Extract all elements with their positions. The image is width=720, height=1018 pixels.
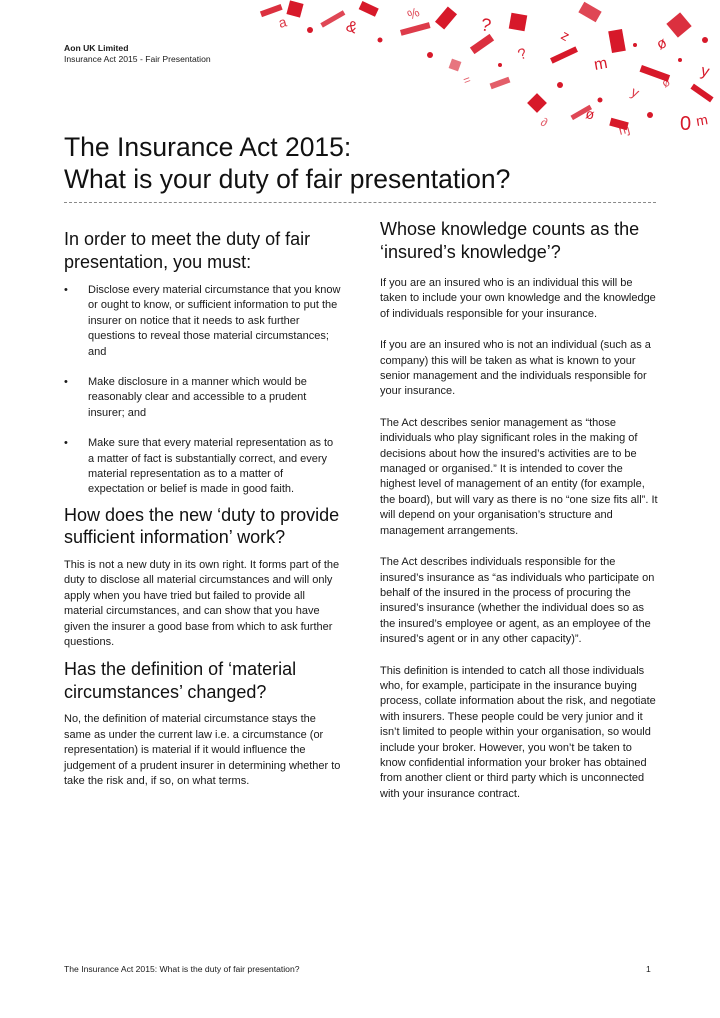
title-line-2: What is your duty of fair presentation? (64, 164, 511, 194)
right-column (380, 218, 658, 818)
svg-text:ø: ø (584, 105, 596, 123)
list-item (64, 375, 342, 421)
section-heading-material-circumstances: Has the definition of ‘material circumstances’ changed? (64, 659, 297, 702)
svg-text:z: z (558, 26, 573, 45)
paragraph: If you are an insured who is an individual this will be taken to include your own knowledge and the knowledge of individuals responsible for your insurance. (380, 277, 656, 320)
paragraph-material-circumstances: No, the definition of material circumstance stays the same as under the current law i.e. a circumstance (or representation) is material if it would influence the judgement of a prudent insurer in determining whether to take the risk and, if so, on what terms. (64, 713, 341, 787)
page-title (64, 131, 664, 195)
bullet-icon: • (64, 284, 68, 296)
svg-text:a: a (276, 13, 289, 31)
paragraph: The Act describes individuals responsible for the insured’s insurance as “as individuals who participate on behalf of the insured in the process of procuring the insured’s insurance (whether the individual does so as the insured’s employee or agent, as an employee of the insured’s agent or in any other capacity)”. (380, 556, 655, 646)
section-heading-insured-knowledge: Whose knowledge counts as the ‘insured’s knowledge’? (380, 219, 640, 262)
svg-text:&: & (343, 17, 360, 38)
title-divider (64, 202, 656, 203)
bullet-icon: • (64, 437, 68, 450)
footer-text: The Insurance Act 2015: What is the duty of fair presentation? (64, 964, 300, 974)
svg-text:=: = (461, 72, 473, 88)
document-header (64, 43, 211, 65)
list-item (64, 436, 342, 498)
svg-text:y: y (698, 62, 712, 81)
svg-text:0: 0 (680, 113, 692, 135)
svg-text:ɱ: ɱ (616, 120, 632, 138)
page-number: 1 (646, 964, 651, 974)
section-heading-sufficient-information: How does the new ‘duty to provide sufficient information’ work? (64, 504, 340, 548)
left-column (64, 218, 342, 805)
svg-text:∂: ∂ (538, 114, 550, 130)
document-subtitle: Insurance Act 2015 - Fair Presentation (64, 54, 211, 64)
svg-text:ø: ø (658, 74, 673, 91)
paragraph: The Act describes senior management as “those individuals who play significant roles in the making of decisions about how the insured’s activities are to be managed or organised.” It is intended to cover the highest level of management of an entity (for example, the board), but will vary as there is no “one size fits all”. It will depend on your organisation’s structure and management arrangements. (380, 416, 658, 537)
section-heading-duty: In order to meet the duty of fair presentation, you must: (64, 229, 311, 272)
red-typography-graphic (250, 0, 720, 150)
svg-text:ø: ø (653, 34, 670, 54)
company-name: Aon UK Limited (64, 43, 129, 53)
svg-text:%: % (404, 4, 422, 23)
svg-text:?: ? (479, 14, 493, 36)
paragraph-sufficient-information: This is not a new duty in its own right. It forms part of the duty to disclose all material circumstances and will only apply when you have tried but failed to provide all material circumstances, and can show that you have given the insurer a good base from which to ask further questions. (64, 558, 340, 648)
svg-text:y: y (628, 83, 642, 101)
list-item (64, 283, 342, 360)
paragraph: If you are an insured who is not an individual (such as a company) this will be taken as what is known to your senior management and the individuals responsible for your insurance. (380, 339, 651, 398)
title-line-1: The Insurance Act 2015: (64, 132, 352, 162)
svg-text:m: m (592, 54, 609, 74)
bullet-text: Make disclosure in a manner which would be reasonably clear and accessible to a prudent insurer; and (88, 376, 307, 419)
bullet-icon: • (64, 376, 68, 389)
paragraph: This definition is intended to catch all those individuals who, for example, participate in the insurance buying process, collate information about the risk, and negotiate with insurers. These people could be very junior and it isn’t limited to people within your organisation, so would include your broker. However, you won’t be taken to know confidential information your broker has obtained from another client or third party which is unconnected with your insurance contract. (380, 664, 656, 800)
svg-text:m: m (694, 111, 710, 129)
duty-bullet-list (64, 283, 342, 498)
bullet-text: Make sure that every material representation as to a matter of fact is substantially correct, and every material representation as to a matter of expectation or belief is made in good faith. (88, 437, 334, 496)
bullet-text: Disclose every material circumstance that you know or ought to know, or sufficient information to put the insurer on notice that it needs to ask further questions to reveal those material circumstances; and (88, 284, 341, 358)
svg-text:?: ? (515, 44, 530, 64)
